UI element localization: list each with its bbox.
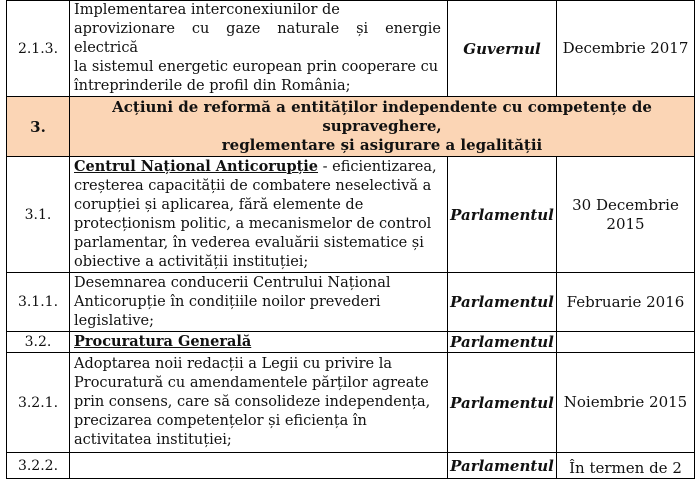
description-line: precizarea competențelor și eficiența în	[74, 413, 367, 429]
table-row	[7, 157, 695, 273]
responsible-entity: Parlamentul	[448, 332, 557, 353]
item-description	[70, 1, 448, 97]
description-line: Desemnarea conducerii Centrului Național	[74, 274, 391, 291]
description-line: corupției și aplicarea, fără elemente de	[74, 197, 364, 213]
deadline	[557, 332, 695, 353]
section-number: 3.	[7, 97, 70, 157]
item-number: 3.2.2.	[7, 453, 70, 479]
description-line: Procuratură cu amendamentele părților agreate	[74, 375, 429, 391]
deadline: Decembrie 2017	[557, 1, 695, 97]
description-line: prin consens, care să consolideze independența,	[74, 394, 431, 410]
item-description	[70, 353, 448, 453]
institution-heading: Procuratura Generală	[74, 333, 252, 350]
description-line: creșterea capacității de combatere neselectivă a	[74, 178, 432, 194]
table-row	[7, 332, 695, 353]
item-description	[70, 273, 448, 332]
section-header-row	[7, 97, 695, 157]
item-description	[70, 157, 448, 273]
item-number: 3.2.1.	[7, 353, 70, 453]
table-row	[7, 273, 695, 332]
description-line: la sistemul energetic european prin cooperare cu	[74, 59, 439, 75]
description-line: Implementarea interconexiunilor de	[74, 2, 340, 18]
item-description	[70, 453, 448, 479]
section-title-line: reglementare și asigurare a legalității	[221, 136, 543, 154]
responsible-entity: Guvernul	[448, 1, 557, 97]
responsible-entity: Parlamentul	[448, 273, 557, 332]
section-title-line: Acțiuni de reformă a entităților independente cu competențe de supraveghere,	[112, 98, 652, 135]
description-line: protecționism politic, a mecanismelor de control	[74, 216, 432, 232]
description-line: Anticorupție în condițiile noilor prevederi	[74, 293, 381, 310]
responsible-entity: Parlamentul	[448, 453, 557, 479]
responsible-entity: Parlamentul	[448, 353, 557, 453]
item-description	[70, 332, 448, 353]
deadline-line: 2015	[606, 214, 645, 233]
deadline: Februarie 2016	[557, 273, 695, 332]
institution-heading: Centrul Național Anticorupție	[74, 158, 319, 175]
table-row	[7, 353, 695, 453]
description-line	[74, 157, 441, 177]
description-line: obiective a activității instituției;	[74, 254, 309, 270]
deadline-line: 30 Decembrie	[572, 195, 679, 214]
deadline: În termen de 2	[557, 453, 695, 479]
description-line: activitatea instituției;	[74, 432, 232, 448]
deadline: Noiembrie 2015	[557, 353, 695, 453]
description-line: parlamentar, în vederea evaluării sistematice și	[74, 235, 424, 251]
heading-continuation: - eficientizarea,	[318, 159, 437, 175]
action-plan-table	[6, 0, 695, 479]
deadline	[557, 157, 695, 273]
item-number: 3.2.	[7, 332, 70, 353]
item-number: 3.1.	[7, 157, 70, 273]
description-line: legislative;	[74, 312, 154, 329]
item-number: 2.1.3.	[7, 1, 70, 97]
table-row	[7, 1, 695, 97]
section-title	[70, 97, 695, 157]
responsible-entity: Parlamentul	[448, 157, 557, 273]
description-line: aprovizionare cu gaze naturale și energie electrică	[74, 21, 441, 56]
description-line: Adoptarea noii redacții a Legii cu privire la	[74, 356, 393, 372]
item-number: 3.1.1.	[7, 273, 70, 332]
table-row	[7, 453, 695, 479]
action-plan-table-page	[6, 0, 694, 479]
description-line: întreprinderile de profil din România;	[74, 78, 351, 94]
